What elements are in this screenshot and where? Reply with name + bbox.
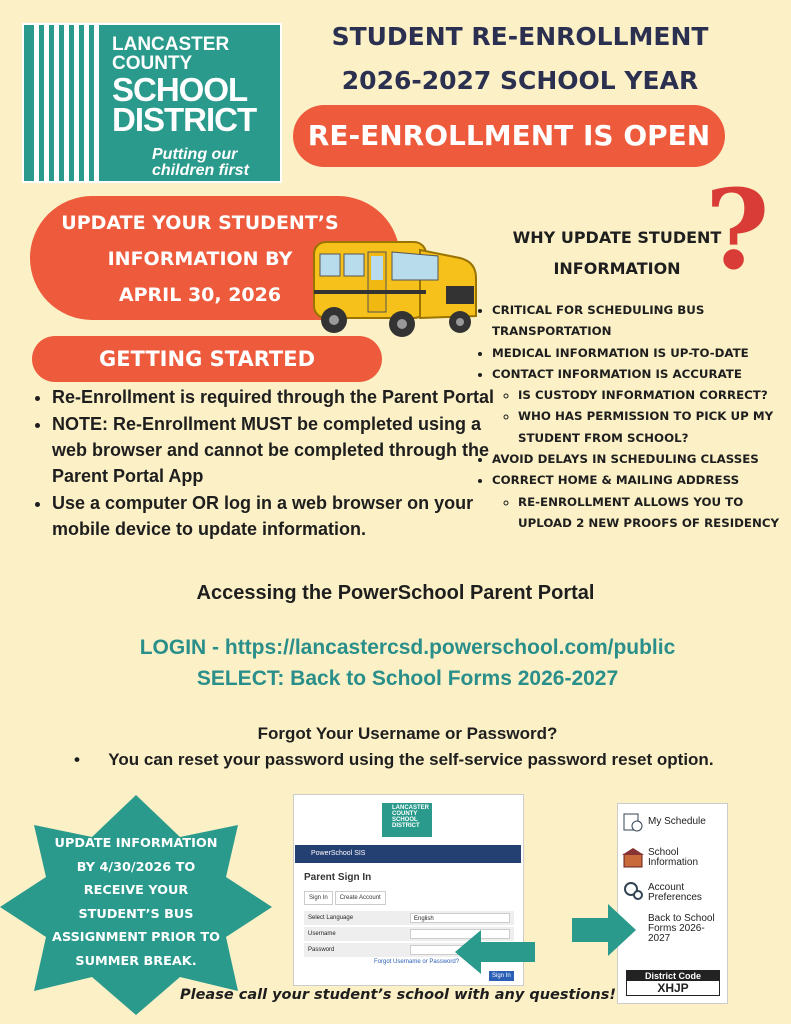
signin-heading: Parent Sign In	[304, 872, 372, 883]
list-item: • CORRECT HOME & MAILING ADDRESS ◦ RE-ENROLLMENT ALLOWS YOU TO UPLOAD 2 NEW PROOFS OF RESIDENCY	[492, 470, 791, 534]
district-logo	[22, 23, 282, 183]
menu-item-school-information[interactable]: School Information	[648, 847, 699, 868]
powerschool-bar: PowerSchool SIS	[295, 845, 521, 863]
getting-started-heading: GETTING STARTED	[32, 336, 382, 382]
why-heading: WHY UPDATE STUDENT INFORMATION	[512, 228, 722, 278]
username-row: Username	[304, 927, 514, 941]
logo-stripe	[54, 25, 59, 181]
footer-note: Please call your student’s school with any questions!	[180, 987, 616, 1003]
logo-stripe	[74, 25, 79, 181]
list-item: ◦ WHO HAS PERMISSION TO PICK UP MY STUDENT FROM SCHOOL?	[518, 406, 791, 449]
menu-item-my-schedule[interactable]: My Schedule	[648, 816, 706, 827]
schedule-icon	[622, 812, 644, 832]
question-mark-icon: ?	[705, 165, 770, 294]
list-item: • CONTACT INFORMATION IS ACCURATE ◦ IS CUSTODY INFORMATION CORRECT? ◦ WHO HAS PERMISSION TO PICK UP MY STUDENT FROM SCHOOL?	[492, 364, 791, 449]
logo-text-main: SCHOOL DISTRICT	[112, 71, 257, 138]
language-select[interactable]: English	[410, 913, 510, 923]
logo-stripe	[34, 25, 39, 181]
arrow-left-icon	[455, 930, 535, 974]
arrow-right-icon	[572, 904, 636, 956]
language-row: Select Language English	[304, 911, 514, 925]
list-item: • Use a computer OR log in a web browser on your mobile device to update information.	[52, 490, 502, 542]
getting-started-list	[30, 384, 502, 543]
district-code-box	[626, 970, 720, 996]
page-title: STUDENT RE-ENROLLMENT	[331, 22, 709, 51]
school-bus-icon	[310, 228, 482, 340]
list-item: • CRITICAL FOR SCHEDULING BUS TRANSPORTATION	[492, 300, 791, 343]
update-banner-text: UPDATE YOUR STUDENT’S INFORMATION BY APRIL 30, 2026	[61, 212, 339, 306]
list-item: ◦ RE-ENROLLMENT ALLOWS YOU TO UPLOAD 2 NEW PROOFS OF RESIDENCY	[518, 492, 791, 535]
menu-item-back-to-school-forms[interactable]: Back to School Forms 2026-2027	[648, 913, 715, 944]
logo-text-top: LANCASTER COUNTY	[112, 34, 230, 74]
sign-in-button[interactable]: Sign In	[489, 971, 514, 981]
reset-note: • You can reset your password using the self-service password reset option.	[74, 750, 714, 769]
open-banner: RE-ENROLLMENT IS OPEN	[293, 105, 725, 167]
district-code-value: XHJP	[657, 981, 689, 995]
portal-heading: Accessing the PowerSchool Parent Portal	[196, 582, 595, 604]
list-item: ◦ IS CUSTODY INFORMATION CORRECT?	[518, 385, 791, 406]
star-badge-text: UPDATE INFORMATION BY 4/30/2026 TO RECEIVE YOUR STUDENT’S BUS ASSIGNMENT PRIOR TO SUMMER BREAK.	[52, 836, 220, 969]
forgot-link[interactable]: Forgot Username or Password?	[374, 959, 460, 965]
password-row: Password	[304, 943, 514, 957]
signin-tabs	[304, 891, 388, 905]
list-item: • NOTE: Re-Enrollment MUST be completed using a web browser and cannot be completed through the Parent Portal App	[52, 411, 502, 489]
logo-tagline: Putting our children first	[152, 146, 249, 179]
list-item: • Re-Enrollment is required through the Parent Portal	[52, 384, 502, 410]
select-instruction: SELECT: Back to School Forms 2026-2027	[196, 667, 619, 690]
logo-stripe	[64, 25, 69, 181]
login-link[interactable]: LOGIN - https://lancastercsd.powerschool.com/public	[139, 636, 676, 659]
logo-stripe	[84, 25, 89, 181]
gear-icon	[622, 880, 644, 900]
tab-create-account[interactable]: Create Account	[335, 891, 386, 905]
school-icon	[622, 848, 644, 868]
why-list	[478, 300, 791, 534]
mini-logo: LANCASTER COUNTY SCHOOL DISTRICT	[382, 803, 432, 837]
forgot-heading: Forgot Your Username or Password?	[257, 724, 558, 743]
menu-item-account-preferences[interactable]: Account Preferences	[648, 882, 702, 903]
list-item: • MEDICAL INFORMATION IS UP-TO-DATE	[492, 343, 791, 364]
district-code-label: District Code	[627, 971, 719, 981]
list-item: • AVOID DELAYS IN SCHEDULING CLASSES	[492, 449, 791, 470]
logo-stripe	[94, 25, 99, 181]
logo-stripe	[44, 25, 49, 181]
tab-sign-in[interactable]: Sign In	[304, 891, 333, 905]
page-subtitle: 2026-2027 SCHOOL YEAR	[341, 66, 699, 95]
